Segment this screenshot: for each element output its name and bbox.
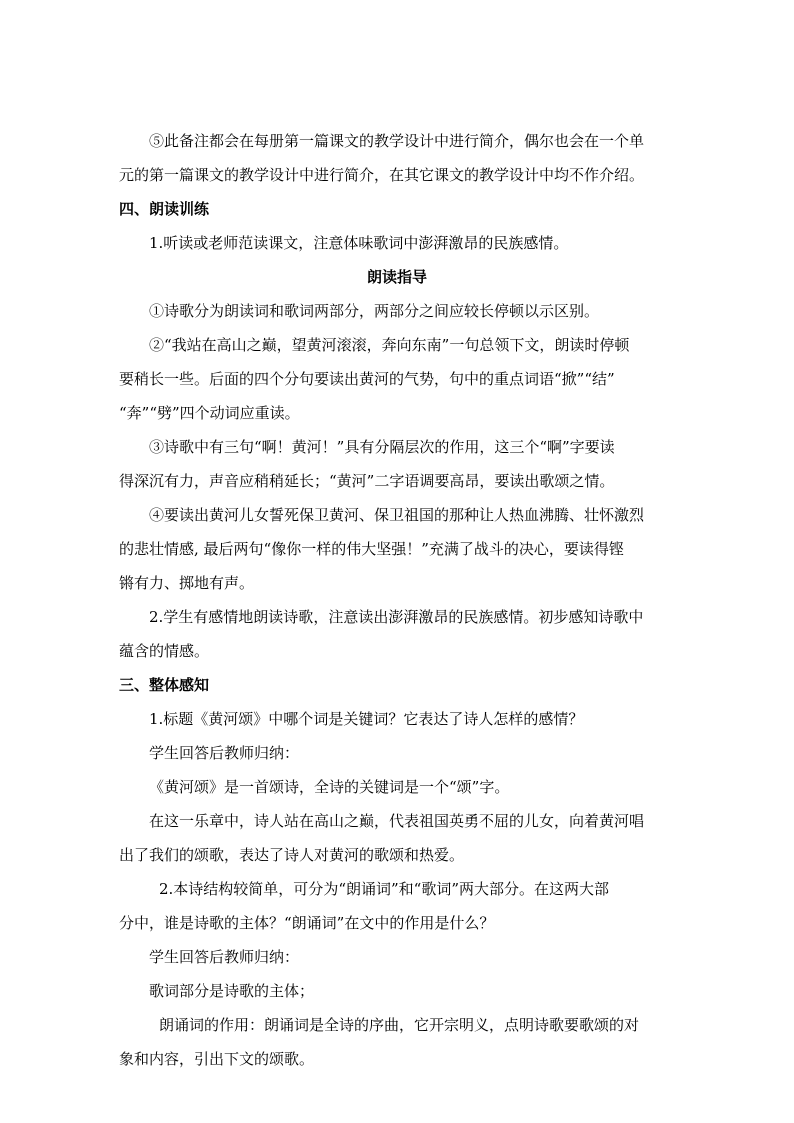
paragraph-line: 在这一乐章中，诗人站在高山之巅，代表祖国英勇不屈的儿女，向着黄河唱 [149, 812, 645, 830]
section-heading: 四、朗读训练 [119, 200, 210, 218]
paragraph-line: 学生回答后教师归纳： [149, 948, 300, 966]
paragraph-line: 1.听读或老师范读课文，注意体味歌词中澎湃激昂的民族感情。 [149, 234, 569, 252]
paragraph-line: 《黄河颂》是一首颂诗，全诗的关键词是一个“颂”字。 [149, 778, 510, 796]
subsection-title: 朗读指导 [366, 268, 427, 286]
paragraph-line: 蕴含的情感。 [119, 642, 210, 660]
paragraph-line: 锵有力、掷地有声。 [119, 574, 255, 592]
paragraph-line: 分中，谁是诗歌的主体？“朗诵词”在文中的作用是什么？ [119, 914, 495, 932]
paragraph-line: ⑤此备注都会在每册第一篇课文的教学设计中进行简介，偶尔也会在一个单 [149, 132, 645, 150]
paragraph-line: 2.本诗结构较简单，可分为“朗诵词”和“歌词”两大部分。在这两大部 [159, 880, 609, 898]
paragraph-line: 学生回答后教师归纳： [149, 744, 300, 762]
paragraph-line: 要稍长一些。后面的四个分句要读出黄河的气势，句中的重点词语“掀”“结” [119, 370, 615, 388]
paragraph-line: 元的第一篇课文的教学设计中进行简介，在其它课文的教学设计中均不作介绍。 [119, 166, 645, 184]
paragraph-line: 2.学生有感情地朗读诗歌，注意读出澎湃激昂的民族感情。初步感知诗歌中 [149, 608, 644, 626]
paragraph-line: ①诗歌分为朗读词和歌词两部分，两部分之间应较长停顿以示区别。 [149, 302, 600, 320]
paragraph-line: 得深沉有力，声音应稍稍延长；“黄河”二字语调要高昂，要读出歌颂之情。 [119, 472, 615, 490]
paragraph-line: ②“我站在高山之巅，望黄河滚滚，奔向东南”一句总领下文，朗读时停顿 [149, 336, 630, 354]
section-heading: 三、整体感知 [119, 676, 210, 694]
paragraph-line: 出了我们的颂歌，表达了诗人对黄河的歌颂和热爱。 [119, 846, 465, 864]
paragraph-line: 1.标题《黄河颂》中哪个词是关键词？它表达了诗人怎样的感情？ [149, 710, 584, 728]
paragraph-line: ④要读出黄河儿女誓死保卫黄河、保卫祖国的那种让人热血沸腾、壮怀激烈 [149, 506, 645, 524]
paragraph-line: ③诗歌中有三句“啊！黄河！”具有分隔层次的作用，这三个“啊”字要读 [149, 438, 615, 456]
paragraph-line: 歌词部分是诗歌的主体； [149, 982, 315, 1000]
paragraph-line: 的悲壮情感, 最后两句“像你一样的伟大坚强！”充满了战斗的决心，要读得铿 [119, 540, 624, 558]
paragraph-line: 朗诵词的作用：朗诵词是全诗的序曲，它开宗明义，点明诗歌要歌颂的对 [159, 1016, 640, 1034]
paragraph-line: “奔”“劈”四个动词应重读。 [119, 404, 300, 422]
paragraph-line: 象和内容，引出下文的颂歌。 [119, 1050, 315, 1068]
